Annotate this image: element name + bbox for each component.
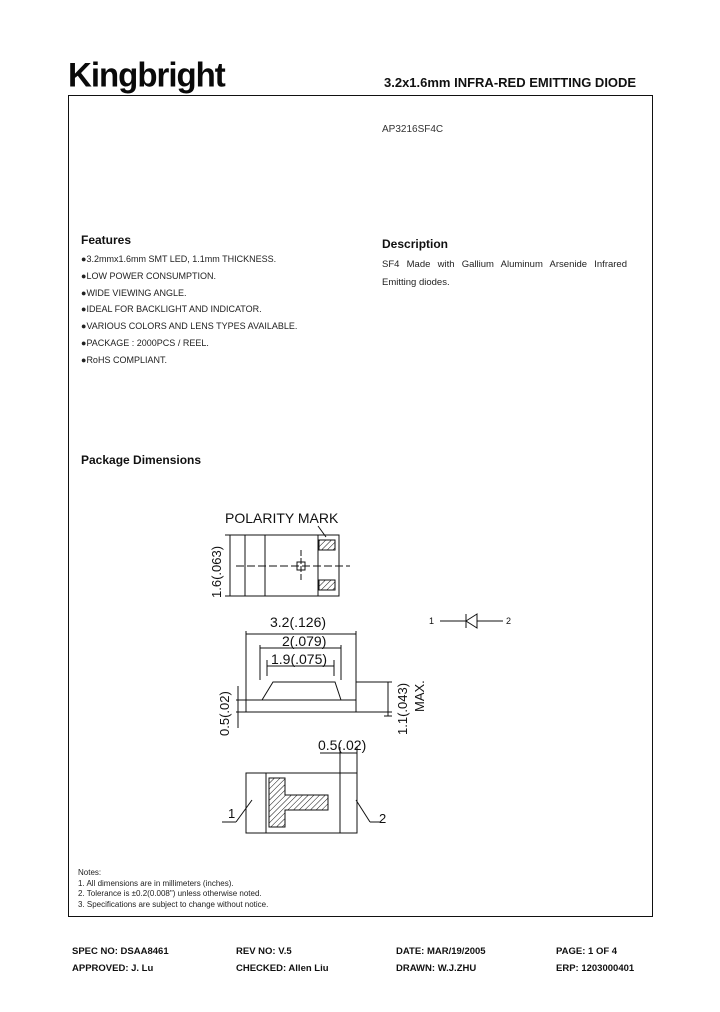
note-item: 2. Tolerance is ±0.2(0.008") unless otherwise noted. <box>78 889 262 898</box>
bottom-view <box>222 737 386 833</box>
feature-item: ●IDEAL FOR BACKLIGHT AND INDICATOR. <box>81 304 262 315</box>
notes-section <box>78 868 268 910</box>
diode-symbol <box>429 614 511 628</box>
side-view <box>236 614 392 728</box>
cathode-pad <box>269 778 328 827</box>
revision-number: REV NO: V.5 <box>236 946 292 957</box>
brand-logo: Kingbright <box>68 55 225 94</box>
symbol-pin2-label: 2 <box>506 616 512 626</box>
feature-item: ●WIDE VIEWING ANGLE. <box>81 287 187 298</box>
approved-by: APPROVED: J. Lu <box>72 963 154 974</box>
note-item: 1. All dimensions are in millimeters (inches). <box>78 878 234 888</box>
body-dimension: 2(.079) <box>282 633 327 649</box>
max-label: MAX. <box>412 680 427 712</box>
top-view <box>225 510 350 596</box>
spec-number: SPEC NO: DSAA8461 <box>72 946 169 957</box>
feature-item: ●LOW POWER CONSUMPTION. <box>81 270 216 281</box>
description-heading: Description <box>382 237 449 251</box>
feature-item: ●RoHS COMPLIANT. <box>81 354 167 365</box>
note-item: 3. Specifications are subject to change without notice. <box>78 899 269 909</box>
feature-item: ●VARIOUS COLORS AND LENS TYPES AVAILABLE. <box>81 321 298 332</box>
description-text: SF4 Made with Gallium Aluminum Arsenide Infrared Emitting diodes. <box>382 259 627 288</box>
erp-number: ERP: 1203000401 <box>556 963 635 974</box>
document-title: 3.2x1.6mm INFRA-RED EMITTING DIODE <box>384 75 637 90</box>
package-dimensions-heading: Package Dimensions <box>81 453 202 467</box>
features-heading: Features <box>81 233 132 247</box>
part-number: AP3216SF4C <box>382 124 444 135</box>
pad-dimension: 0.5(.02) <box>318 737 367 753</box>
pin2-label: 2 <box>379 811 387 826</box>
checked-by: CHECKED: Allen Liu <box>236 963 329 974</box>
polarity-mark-label: POLARITY MARK <box>225 510 339 526</box>
symbol-pin1-label: 1 <box>429 616 435 626</box>
length-dimension: 3.2(.126) <box>270 614 327 630</box>
base-dimension: 0.5(.02) <box>217 691 232 736</box>
page-number: PAGE: 1 OF 4 <box>556 946 618 957</box>
thickness-dimension: 1.1(.043) <box>395 682 410 735</box>
height-dimension: 1.6(.063) <box>209 545 224 598</box>
top-width-dimension: 1.9(.075) <box>271 651 328 667</box>
pin1-label: 1 <box>228 806 236 821</box>
date: DATE: MAR/19/2005 <box>396 946 486 957</box>
feature-item: ●PACKAGE : 2000PCS / REEL. <box>81 337 209 348</box>
side-view-body <box>246 682 356 712</box>
feature-item: ●3.2mmx1.6mm SMT LED, 1.1mm THICKNESS. <box>81 254 277 264</box>
notes-title: Notes: <box>78 868 102 877</box>
drawn-by: DRAWN: W.J.ZHU <box>396 963 477 974</box>
polarity-mark <box>319 540 335 550</box>
